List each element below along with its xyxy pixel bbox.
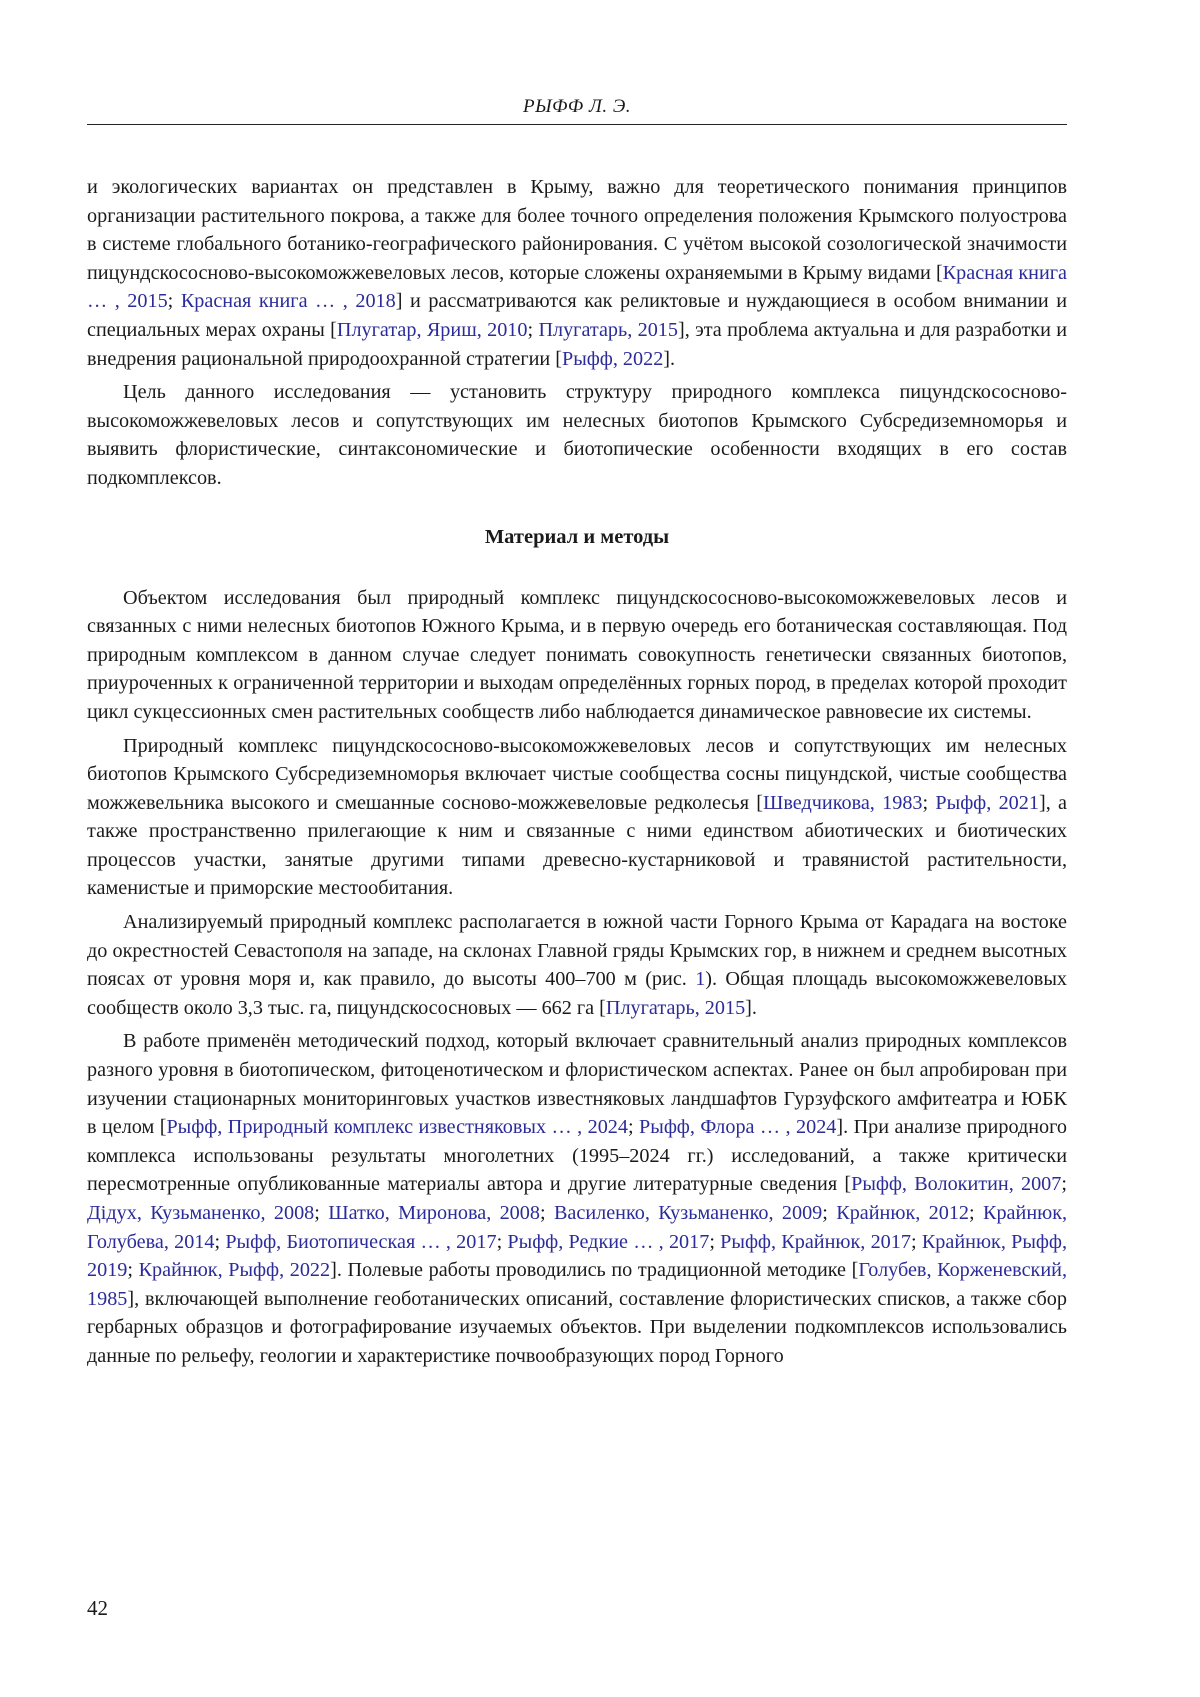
paragraph-text: Цель данного исследования — установить структуру природного комплекса пицундскососново-высокоможжевеловых лесов и сопутствующих им нелесных биотопов Крымского Субсредиземноморья и выявить флористические, синтаксономические и биотопические особенности входящих в его состав подкомплексов. xyxy=(87,381,1067,489)
intro-section xyxy=(87,173,1067,493)
page-body xyxy=(87,173,1067,1371)
paragraph xyxy=(87,584,1067,727)
paragraph-text: ; xyxy=(539,1202,554,1224)
page-number: 42 xyxy=(87,1596,108,1620)
paragraph-text: ; xyxy=(910,1230,922,1253)
citation-link[interactable]: Рыфф, 2022 xyxy=(561,347,664,370)
citation-link[interactable]: Рыфф, 2021 xyxy=(935,791,1039,814)
citation-link[interactable]: Крайнюк, Рыфф, 2019 xyxy=(87,1230,1067,1282)
header-rule xyxy=(87,124,1067,125)
running-header: РЫФФ Л. Э. xyxy=(522,96,632,117)
citation-link[interactable]: Рыфф, Редкие … , 2017 xyxy=(507,1230,710,1253)
paragraph-text: ], включающей выполнение геоботанических описаний, составление флористических списков, а также сбор гербарных образцов и фотографирование изучаемых объектов. При выделении подкомплексов использовались данные по рельефу, геологии и характеристике почвообразующих пород Горного xyxy=(87,1287,1067,1367)
citation-link[interactable]: Голубев, Корженевский, 1985 xyxy=(87,1259,1068,1310)
citation-link[interactable]: Крайнюк, Рыфф, 2022 xyxy=(138,1259,331,1282)
paragraph-text: ]. xyxy=(663,347,676,370)
citation-link[interactable]: Крайнюк, Голубева, 2014 xyxy=(87,1202,1068,1253)
section-heading-methods: Материал и методы xyxy=(484,525,670,548)
paragraph-text: ; xyxy=(527,318,539,341)
citation-link[interactable]: Дідух, Кузьманенко, 2008 xyxy=(87,1202,315,1224)
citation-link[interactable]: Рыфф, Флора … , 2024 xyxy=(639,1116,837,1139)
paragraph-text: ; xyxy=(922,791,936,814)
paragraph-text: и экологических вариантах он представлен в Крыму, важно для теоретического понимания принципов организации растительного покрова, а также для более точного определения положения Крымского полуострова в системе глобального ботанико-географического районирования. С учётом высокой созологической значимости пицундскососново-высокоможжевеловых лесов, которые сложены охраняемыми в Крыму видами [ xyxy=(87,176,1067,284)
citation-link[interactable]: Плугатарь, 2015 xyxy=(605,996,746,1019)
paragraph xyxy=(87,732,1067,904)
paragraph-text: ; xyxy=(127,1259,139,1282)
paragraph-text: ; xyxy=(969,1202,983,1224)
citation-link[interactable]: Плугатарь, 2015 xyxy=(538,318,678,341)
paragraph-text: ]. Полевые работы проводились по традиционной методике [ xyxy=(330,1259,859,1282)
citation-link[interactable]: Крайнюк, 2012 xyxy=(836,1202,970,1224)
paragraph-text: ; xyxy=(214,1230,226,1253)
paragraph xyxy=(87,378,1067,492)
paragraph-text: ; xyxy=(167,290,181,313)
paragraph-text: ], эта проблема актуальна и для разработки и внедрения рациональной природоохранной стратегии [ xyxy=(87,318,1068,370)
paragraph-text: ; xyxy=(822,1202,837,1224)
paragraph-text: ; xyxy=(709,1230,721,1253)
paragraph-text: ]. xyxy=(745,996,757,1019)
paragraph xyxy=(87,173,1067,373)
paragraph-text: ], а также пространственно прилегающие к ним и связанные с ними единством абиотических и биотических процессов участки, занятые другими типами древесно-кустарниковой и травянистой растительности, каменистые и приморские местообитания. xyxy=(87,791,1067,900)
citation-link[interactable]: Плугатар, Яриш, 2010 xyxy=(336,318,528,341)
paragraph-text: В работе применён методический подход, который включает сравнительный анализ природных комплексов разного уровня в биотопическом, фитоценотическом и флористическом аспектах. Ранее он был апробирован при изучении стационарных мониторинговых участков известняковых ландшафтов Гурзуфского амфитеатра и ЮБК в целом [ xyxy=(87,1030,1067,1139)
citation-link[interactable]: Красная книга … , 2018 xyxy=(180,290,396,313)
citation-link[interactable]: 1 xyxy=(695,968,706,991)
paragraph-text: ). Общая площадь высокоможжевеловых сообществ около 3,3 тыс. га, пицундскососновых — 662 га [ xyxy=(87,968,1067,1019)
paragraph-text: ; xyxy=(314,1202,329,1224)
paragraph-text: Природный комплекс пицундскососново-высокоможжевеловых лесов и сопутствующих им нелесных биотопов Крымского Субсредиземноморья включает чистые сообщества сосны пицундской, чистые сообщества можжевельника высокого и смешанные сосново-можжевеловые редколесья [ xyxy=(87,734,1067,814)
methods-section xyxy=(87,584,1067,1371)
paragraph-text: Анализируемый природный комплекс располагается в южной части Горного Крыма от Карадага на востоке до окрестностей Севастополя на западе, на склонах Главной гряды Крымских гор, в нижнем и среднем высотных поясах от уровня моря и, как правило, до высоты 400–700 м (рис. xyxy=(87,911,1067,991)
citation-link[interactable]: Шатко, Миронова, 2008 xyxy=(328,1202,540,1224)
citation-link[interactable]: Рыфф, Волокитин, 2007 xyxy=(851,1173,1062,1196)
citation-link[interactable]: Василенко, Кузьманенко, 2009 xyxy=(553,1202,823,1224)
paragraph xyxy=(87,908,1067,1022)
paragraph-text: ] и рассматриваются как реликтовые и нуждающиеся в особом внимании и специальных мерах охраны [ xyxy=(87,290,1068,341)
paragraph xyxy=(87,1027,1067,1370)
citation-link[interactable]: Рыфф, Биотопическая … , 2017 xyxy=(225,1230,497,1253)
citation-link[interactable]: Шведчикова, 1983 xyxy=(763,791,923,814)
paragraph-text: ]. При анализе природного комплекса использованы результаты многолетних (1995–2024 гг.) исследований, а также критически пересмотренные опубликованные материалы автора и другие литературные сведения [ xyxy=(87,1116,1067,1196)
paragraph-text: ; xyxy=(627,1116,640,1139)
citation-link[interactable]: Красная книга … , 2015 xyxy=(87,261,1067,313)
citation-link[interactable]: Рыфф, Природный комплекс известняковых … , 2024 xyxy=(166,1116,628,1139)
citation-link[interactable]: Рыфф, Крайнюк, 2017 xyxy=(720,1230,911,1253)
paragraph-text: ; xyxy=(1061,1173,1067,1196)
paragraph-text: ; xyxy=(496,1230,508,1253)
paragraph-text: Объектом исследования был природный комплекс пицундскососново-высокоможжевеловых лесов и связанных с ними нелесных биотопов Южного Крыма, и в первую очередь его ботаническая составляющая. Под природным комплексом в данном случае следует понимать совокупность генетически связанных биотопов, приуроченных к ограниченной территории и выходам определённых горных пород, в пределах которой проходит цикл сукцессионных смен растительных сообществ либо наблюдается динамическое равновесие их системы. xyxy=(87,586,1067,723)
